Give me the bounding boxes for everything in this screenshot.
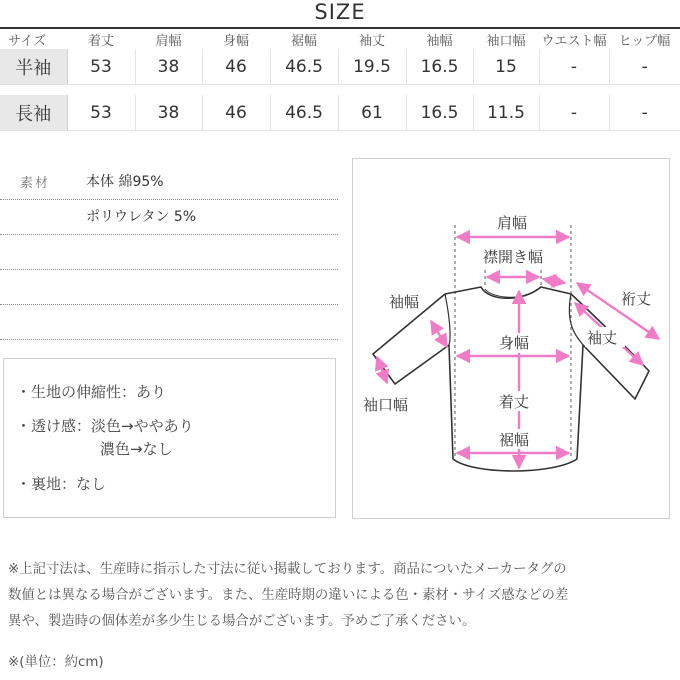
label-sleeve-length: 袖丈 — [587, 329, 618, 347]
material-row — [0, 305, 338, 340]
header-size: サイズ — [8, 34, 46, 49]
table-cell: - — [609, 49, 680, 85]
header-cuff-width: 袖口幅 — [486, 34, 526, 49]
header-length: 着丈 — [87, 34, 114, 49]
label-neck: 襟開き幅 — [482, 248, 544, 266]
header-hem-width: 裾幅 — [290, 34, 317, 49]
table-cell: 11.5 — [473, 95, 539, 131]
table-cell: 19.5 — [338, 49, 406, 85]
table-cell: 15 — [473, 49, 539, 85]
table-cell: 16.5 — [406, 49, 473, 85]
header-waist-width: ウエスト幅 — [541, 34, 607, 49]
sleeve-width-arrow — [431, 321, 447, 347]
table-cell: 16.5 — [406, 95, 473, 131]
sheer-property: ・透け感：淡色→ややあり — [16, 417, 194, 435]
table-cell: 46 — [202, 49, 270, 85]
header-body-width: 身幅 — [222, 34, 249, 49]
measurement-diagram — [352, 158, 670, 519]
table-cell: 53 — [67, 49, 135, 85]
header-shoulder: 肩幅 — [155, 34, 182, 49]
label-length: 着丈 — [498, 393, 530, 411]
label-sleeve-width: 袖幅 — [389, 293, 420, 311]
stretch-property: ・生地の伸縮性：あり — [16, 383, 167, 401]
title-divider — [0, 27, 680, 29]
material-label: 素材 — [20, 176, 51, 191]
disclaimer-notes — [8, 557, 672, 635]
note-line: 数値とは異なる場合がございます。また、生産時期の違いによる色・素材・サイズ感などの差 — [8, 588, 569, 603]
table-cell: 53 — [67, 95, 135, 131]
label-yuki: 裄丈 — [621, 290, 652, 308]
sleeve-seam — [445, 294, 450, 345]
sheer-dark-property: 濃色→なし — [100, 440, 173, 458]
header-sleeve-width: 袖幅 — [426, 34, 453, 49]
note-line: ※上記寸法は、生産時に指示した寸法に従い掲載しております。商品についたメーカータグの — [8, 562, 567, 577]
table-cell: 61 — [338, 95, 406, 131]
header-hip-width: ヒップ幅 — [618, 34, 671, 49]
label-shoulder: 肩幅 — [496, 214, 528, 232]
table-cell: 46.5 — [270, 95, 338, 131]
material-row — [0, 235, 338, 270]
row-label-long-sleeve: 長袖 — [0, 95, 67, 131]
table-cell: - — [539, 95, 609, 131]
size-title: SIZE — [314, 0, 366, 24]
table-cell: 38 — [135, 95, 202, 131]
table-spacer — [0, 85, 680, 96]
sleeve-seam — [569, 294, 583, 345]
table-cell: 46 — [202, 95, 270, 131]
material-row — [0, 200, 338, 235]
table-row — [0, 49, 680, 85]
yuki-arrow — [543, 279, 565, 283]
spacer-cell — [0, 85, 680, 96]
note-line: 異や、製造時の個体差が多少生じる場合がございます。予めご了承ください。 — [8, 614, 476, 629]
material-value: ポリウレタン 5% — [86, 209, 197, 225]
table-header-row — [0, 30, 680, 49]
table-cell: - — [539, 49, 609, 85]
table-cell: 38 — [135, 49, 202, 85]
size-table — [0, 30, 680, 131]
material-row — [0, 165, 338, 200]
label-body-width: 身幅 — [498, 334, 530, 352]
material-value: 本体 綿95% — [86, 174, 164, 190]
label-cuff: 袖口幅 — [363, 396, 409, 414]
table-cell: - — [609, 95, 680, 131]
row-label-short-sleeve: 半袖 — [0, 49, 67, 85]
material-section — [0, 165, 338, 340]
unit-note: ※(単位：約cm) — [8, 655, 104, 670]
fabric-properties-box — [3, 358, 336, 518]
label-hem: 裾幅 — [498, 431, 530, 449]
material-row — [0, 270, 338, 305]
table-cell: 46.5 — [270, 49, 338, 85]
lining-property: ・裏地：なし — [16, 475, 107, 493]
table-row — [0, 95, 680, 131]
header-sleeve-length: 袖丈 — [358, 34, 385, 49]
garment-illustration — [353, 159, 671, 520]
